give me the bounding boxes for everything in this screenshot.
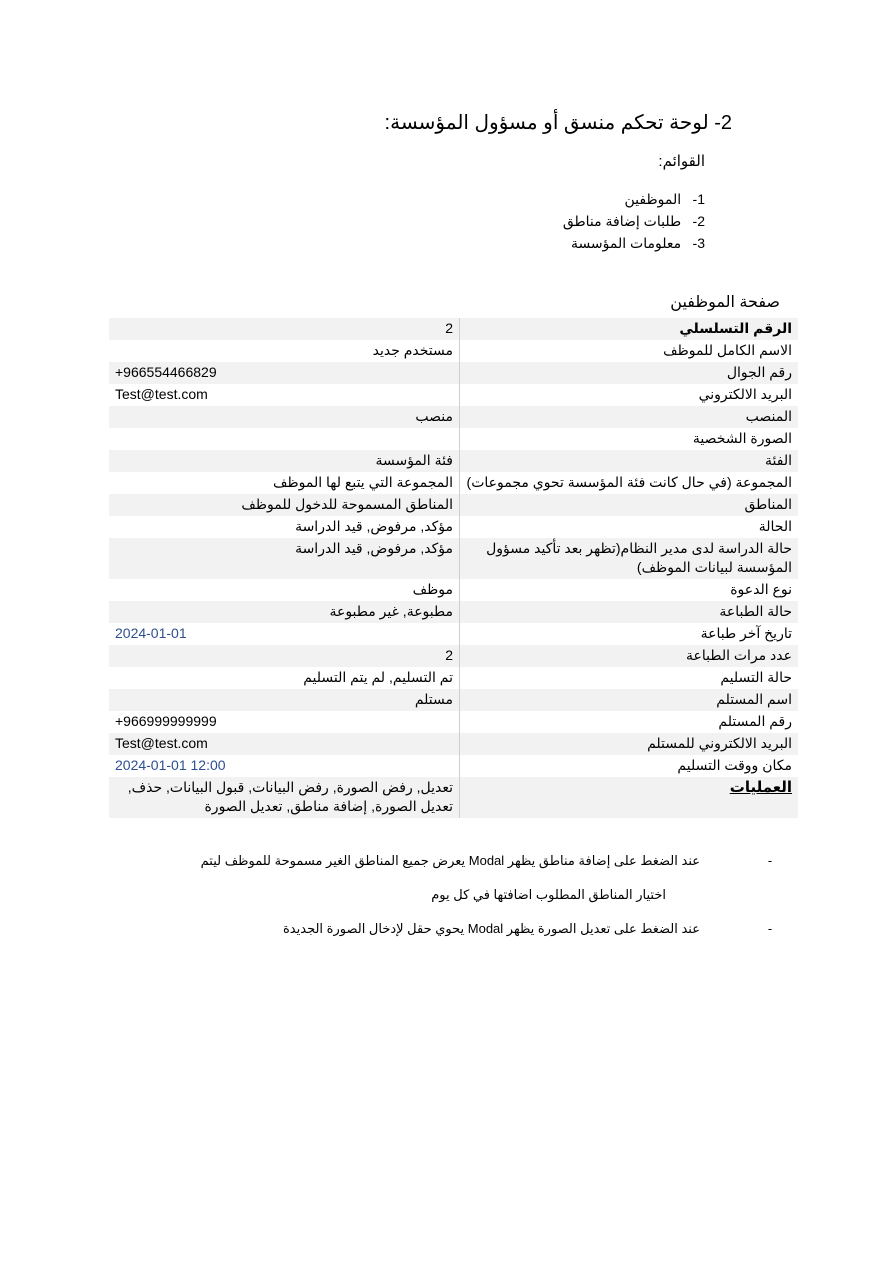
employees-fields-table	[109, 318, 798, 818]
field-label: الصورة الشخصية	[460, 428, 799, 450]
list-number: 3-	[692, 235, 705, 251]
note-text: عند الضغط على إضافة مناطق يظهر Modal يعرض جميع المناطق الغير مسموحة للموظف ليتم	[200, 853, 700, 868]
list-label: معلومات المؤسسة	[570, 235, 682, 251]
field-value	[109, 428, 460, 450]
field-label: الحالة	[460, 516, 799, 538]
field-label: مكان ووقت التسليم	[460, 755, 799, 777]
field-label: البريد الالكتروني	[460, 384, 799, 406]
table-row	[109, 777, 798, 818]
note-item	[110, 844, 780, 912]
field-value: 2024-01-01 12:00	[115, 757, 226, 773]
table-row	[109, 406, 798, 428]
table-row	[109, 579, 798, 601]
field-value: 2024-01-01	[115, 625, 187, 641]
field-label: المناطق	[460, 494, 799, 516]
field-value: المجموعة التي يتبع لها الموظف	[273, 474, 453, 490]
field-label: المنصب	[460, 406, 799, 428]
note-bullet: -	[767, 853, 773, 868]
field-value: مؤكد, مرفوض, قيد الدراسة	[109, 538, 460, 579]
section-heading: 2- لوحة تحكم منسق أو مسؤول المؤسسة:	[384, 112, 732, 134]
table-row	[109, 362, 798, 384]
table-row	[109, 450, 798, 472]
field-label: رقم المستلم	[460, 711, 799, 733]
table-row	[109, 340, 798, 362]
table-row	[109, 601, 798, 623]
list-item	[563, 188, 705, 210]
table-row	[109, 711, 798, 733]
table-row	[109, 472, 798, 494]
operations-label: العمليات	[460, 777, 799, 818]
list-label: طلبات إضافة مناطق	[562, 213, 682, 229]
table-row	[109, 623, 798, 645]
field-value: فئة المؤسسة	[109, 450, 460, 472]
table-row	[109, 318, 798, 340]
note-continuation: اختيار المناطق المطلوب اضافتها في كل يوم	[431, 887, 666, 902]
list-label: الموظفين	[624, 191, 682, 207]
table-row	[109, 516, 798, 538]
table-row	[109, 755, 798, 777]
field-value: المناطق المسموحة للدخول للموظف	[109, 494, 460, 516]
field-value: مطبوعة, غير مطبوعة	[109, 601, 460, 623]
field-label: الاسم الكامل للموظف	[460, 340, 799, 362]
field-label: المجموعة (في حال كانت فئة المؤسسة تحوي مجموعات)	[460, 472, 799, 494]
notes-list	[110, 844, 780, 946]
table-row	[109, 428, 798, 450]
table-row	[109, 667, 798, 689]
list-number: 2-	[692, 213, 705, 229]
field-label: رقم الجوال	[460, 362, 799, 384]
field-label: نوع الدعوة	[460, 579, 799, 601]
field-value: مستلم	[109, 689, 460, 711]
field-label: تاريخ آخر طباعة	[460, 623, 799, 645]
list-item	[563, 232, 705, 254]
field-value: Test@test.com	[109, 733, 460, 755]
field-value: 2	[109, 318, 460, 340]
note-text: عند الضغط على تعديل الصورة يظهر Modal يحوي حقل لإدخال الصورة الجديدة	[283, 921, 700, 936]
field-value: مؤكد, مرفوض, قيد الدراسة	[295, 518, 453, 534]
field-value: منصب	[109, 406, 460, 428]
menus-list	[563, 188, 705, 254]
field-value: 2	[109, 645, 460, 667]
note-bullet: -	[767, 921, 773, 936]
field-label: حالة الطباعة	[460, 601, 799, 623]
table-row	[109, 384, 798, 406]
field-value: تم التسليم, لم يتم التسليم	[303, 669, 453, 685]
table-row	[109, 538, 798, 579]
field-label: الرقم التسلسلي	[460, 318, 799, 340]
employees-page-title: صفحة الموظفين	[670, 294, 780, 311]
note-item	[110, 912, 780, 946]
operations-value: تعديل, رفض الصورة, رفض البيانات, قبول البيانات, حذف, تعديل الصورة, إضافة مناطق, تعديل الصورة	[109, 777, 460, 818]
field-label: اسم المستلم	[460, 689, 799, 711]
table-row	[109, 689, 798, 711]
field-label: البريد الالكتروني للمستلم	[460, 733, 799, 755]
list-item	[563, 210, 705, 232]
field-value: +966999999999	[115, 713, 217, 729]
table-row	[109, 733, 798, 755]
menus-title: القوائم:	[658, 153, 705, 170]
field-label: حالة التسليم	[460, 667, 799, 689]
field-value: مستخدم جديد	[372, 342, 453, 358]
field-value: Test@test.com	[115, 386, 208, 402]
table-row	[109, 645, 798, 667]
field-label: حالة الدراسة لدى مدير النظام(تظهر بعد تأكيد مسؤول المؤسسة لبيانات الموظف)	[460, 538, 799, 579]
field-label: الفئة	[460, 450, 799, 472]
field-value: موظف	[412, 581, 453, 597]
field-label: عدد مرات الطباعة	[460, 645, 799, 667]
table-row	[109, 494, 798, 516]
field-value: +966554466829	[109, 362, 460, 384]
list-number: 1-	[692, 191, 705, 207]
